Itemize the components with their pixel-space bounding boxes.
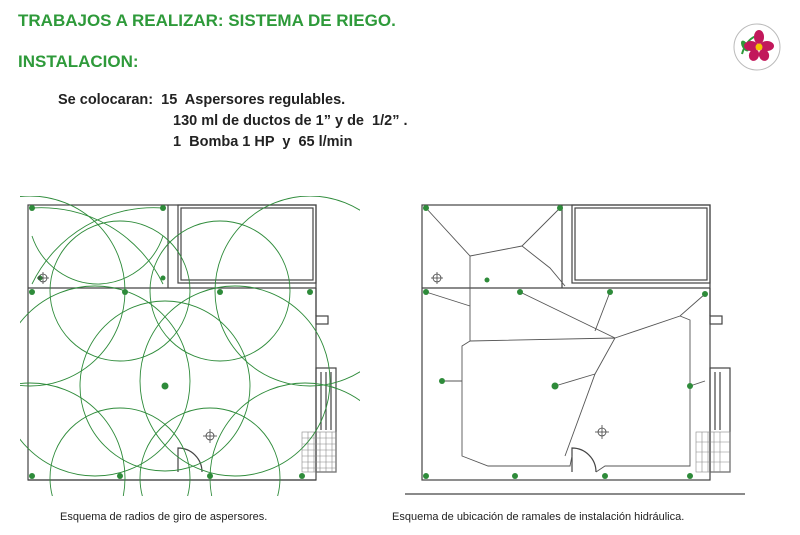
intro-line-2: 130 ml de ductos de 1” y de 1/2” . bbox=[173, 113, 408, 129]
sprinkler-head-icon bbox=[687, 473, 693, 479]
sprinkler-head-icon bbox=[485, 278, 490, 283]
sprinkler-head-icon bbox=[423, 289, 429, 295]
sprinkler-head-icon bbox=[512, 473, 518, 479]
sprinkler-head-icon bbox=[602, 473, 608, 479]
sprinkler-heads bbox=[423, 205, 708, 479]
sprinkler-head-icon bbox=[207, 473, 213, 479]
sprinkler-head-icon bbox=[687, 383, 693, 389]
sprinkler-head-icon bbox=[423, 205, 429, 211]
sprinkler-head-icon bbox=[517, 289, 523, 295]
sprinkler-head-icon bbox=[702, 291, 708, 297]
caption-right: Esquema de ubicación de ramales de instalación hidráulica. bbox=[392, 511, 685, 523]
sprinkler-head-icon bbox=[161, 276, 166, 281]
hydraulic-branches bbox=[426, 208, 705, 472]
tile-grid bbox=[696, 432, 730, 472]
section-title: INSTALACION: bbox=[18, 52, 139, 71]
sprinkler-head-icon bbox=[439, 378, 445, 384]
tile-grid bbox=[302, 432, 336, 472]
sprinkler-head-icon bbox=[122, 289, 128, 295]
sprinkler-radius-plan bbox=[20, 196, 360, 496]
sprinkler-head-icon bbox=[423, 473, 429, 479]
sprinkler-head-icon bbox=[299, 473, 305, 479]
sprinkler-head-icon bbox=[607, 289, 613, 295]
sprinkler-head-icon bbox=[162, 383, 169, 390]
sprinkler-head-icon bbox=[29, 205, 35, 211]
orchid-flower-logo-icon bbox=[732, 22, 782, 72]
intro-line-1: Se colocaran: 15 Aspersores regulables. bbox=[58, 92, 346, 108]
plan-walls bbox=[405, 205, 745, 494]
sprinkler-head-icon bbox=[552, 383, 559, 390]
caption-left: Esquema de radios de giro de aspersores. bbox=[60, 511, 268, 523]
page-title: TRABAJOS A REALIZAR: SISTEMA DE RIEGO. bbox=[18, 11, 396, 30]
sprinkler-head-icon bbox=[29, 289, 35, 295]
hydraulic-branch-plan bbox=[400, 196, 750, 506]
sprinkler-head-icon bbox=[160, 205, 166, 211]
valve-crosshair-icon bbox=[431, 272, 609, 439]
sprinkler-head-icon bbox=[307, 289, 313, 295]
sprinkler-head-icon bbox=[217, 289, 223, 295]
sprinkler-head-icon bbox=[557, 205, 563, 211]
sprinkler-head-icon bbox=[29, 473, 35, 479]
intro-line-3: 1 Bomba 1 HP y 65 l/min bbox=[173, 134, 353, 150]
sprinkler-head-icon bbox=[117, 473, 123, 479]
